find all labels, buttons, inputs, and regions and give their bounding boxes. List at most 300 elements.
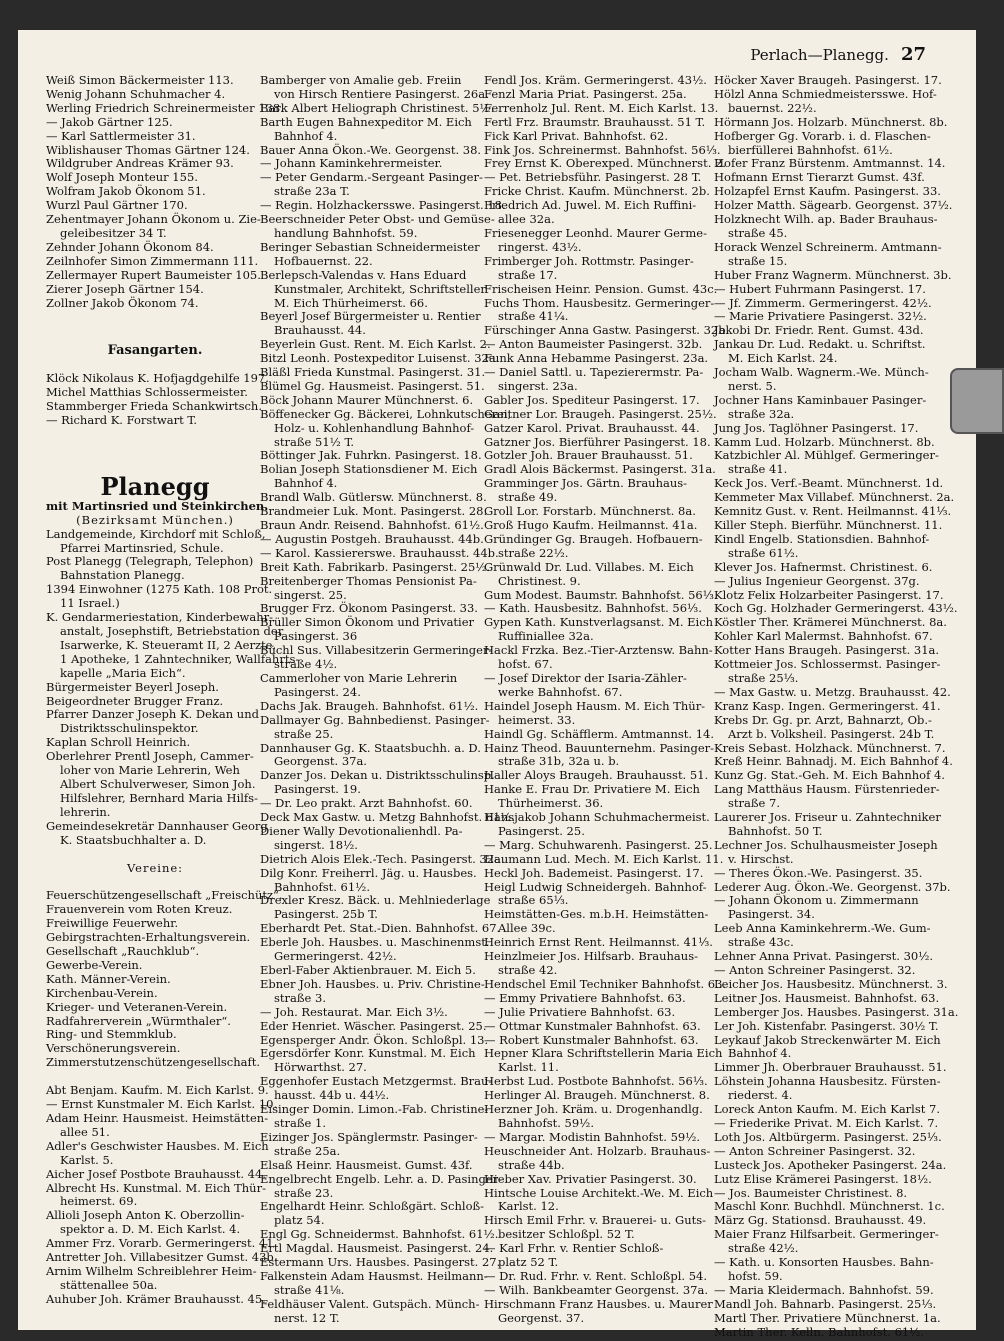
entry-line: Holzknecht Wilh. ap. Bader Brauhaus- [714, 212, 938, 227]
entry-line: Hirsch Emil Frhr. v. Brauerei- u. Guts- [484, 1213, 707, 1228]
entry-line: — Pet. Betriebsführ. Pasingerst. 28 T. [484, 170, 702, 185]
entry-continuation: hofst. 67. [498, 657, 553, 672]
column-3 [484, 73, 730, 1326]
entry-continuation: straße 41¼. [498, 309, 569, 324]
entry-line: Berlepsch-Valendas v. Hans Eduard [260, 267, 467, 282]
entry-line: Hofer Franz Bürstenm. Amtmannst. 14. [714, 156, 946, 171]
column-2 [260, 73, 516, 1326]
entry-line: Elsaß Heinr. Hausmeist. Gumst. 43f. [260, 1157, 473, 1172]
entry-line: Herlinger Al. Braugeh. Münchnerst. 8. [484, 1088, 710, 1103]
entry-line: Fertl Frz. Braumstr. Brauhausst. 51 T. [484, 114, 706, 129]
entry-continuation: Bahnhof 4. [274, 476, 338, 491]
entry-continuation: straße 51½ T. [274, 434, 355, 449]
entry-continuation: straße 15. [728, 253, 788, 268]
entry-line: Engelbrecht Engelb. Lehr. a. D. Pasinger- [260, 1171, 503, 1186]
entry-line: Cammerloher von Marie Lehrerin [260, 670, 458, 685]
entry-continuation: straße 42½. [728, 1241, 799, 1256]
entry-continuation: straße 44b. [498, 1157, 565, 1172]
entry-continuation: ringerst. 43½. [498, 239, 582, 254]
entry-continuation: K. Staatsbuchhalter a. D. [60, 832, 207, 847]
entry-line: Beigeordneter Brugger Franz. [46, 693, 224, 708]
entry-line: — Karl Sattlermeister 31. [46, 128, 196, 143]
entry-continuation: werke Bahnhofst. 67. [498, 684, 623, 699]
entry-line: — Karol. Kassiererswe. Brauhausst. 44b. [260, 545, 499, 560]
entry-line: Egersdörfer Konr. Kunstmal. M. Eich [260, 1046, 476, 1061]
directory-page [18, 30, 976, 1339]
section-heading: Fasangarten. [107, 343, 203, 359]
entry-line: Friedrich Ad. Juwel. M. Eich Ruffini- [484, 198, 697, 213]
entry-continuation: straße 25. [274, 726, 334, 741]
entry-continuation: Pasingerst. 34. [728, 907, 815, 922]
entry-line: Ebner Joh. Hausbes. u. Priv. Christine- [260, 976, 485, 991]
entry-line: Klever Jos. Hafnermst. Christinest. 6. [714, 559, 933, 574]
entry-continuation: straße 22½. [498, 545, 569, 560]
entry-continuation: M. Eich Karlst. 24. [728, 351, 838, 366]
entry-continuation: allee 32a. [498, 212, 555, 227]
entry-line: Wurzl Paul Gärtner 170. [46, 198, 188, 213]
entry-line: Oberlehrer Prentl Joseph, Cammer- [46, 749, 254, 764]
entry-line: Antretter Joh. Villabesitzer Gumst. 43b. [46, 1250, 278, 1265]
entry-line: Fuchs Thom. Hausbesitz. Germeringer- [484, 295, 715, 310]
entry-line: Albrecht Hs. Kunstmal. M. Eich Thür- [46, 1180, 266, 1195]
entry-line: Krebs Dr. Gg. pr. Arzt, Bahnarzt, Ob.- [714, 712, 932, 727]
entry-line: Böck Johann Maurer Münchnerst. 6. [260, 392, 474, 407]
entry-line: — Margar. Modistin Bahnhofst. 59½. [484, 1129, 701, 1144]
entry-line: Ferrenholz Jul. Rent. M. Eich Karlst. 13. [484, 100, 719, 115]
entry-line: Braun Andr. Reisend. Bahnhofst. 61½. [260, 518, 484, 532]
entry-line: — Marg. Schuhwarenh. Pasingerst. 25. [484, 837, 713, 852]
entry-line: Ertl Magdal. Hausmeist. Pasingerst. 24. [260, 1241, 494, 1256]
entry-line: Hofmann Ernst Tierarzt Gumst. 43f. [714, 170, 925, 185]
entry-line: Feuerschützengesellschaft „Freischütz“. [46, 888, 283, 903]
entry-line: Haindel Joseph Hausm. M. Eich Thür- [484, 698, 706, 713]
entry-line: Maier Franz Hilfsarbeit. Germeringer- [714, 1227, 939, 1242]
entry-line: Hölzl Anna Schmiedmeistersswe. Hof- [714, 86, 937, 101]
entry-line: — Dr. Leo prakt. Arzt Bahnhofst. 60. [260, 796, 473, 811]
entry-line: — Johann Kaminkehrermeister. [260, 156, 443, 171]
entry-line: Wolfram Jakob Ökonom 51. [46, 184, 206, 199]
entry-line: Wildgruber Andreas Krämer 93. [46, 156, 234, 171]
entry-line: Herzner Joh. Kräm. u. Drogenhandlg. [484, 1102, 703, 1117]
entry-line: Böttinger Jak. Fuhrkn. Pasingerst. 18. [260, 448, 482, 463]
entry-line: Eberle Joh. Hausbes. u. Maschinenmst. [260, 935, 490, 950]
entry-continuation: singerst. 23a. [498, 378, 578, 393]
entry-continuation: riederst. 4. [728, 1088, 793, 1103]
entry-line: — Friederike Privat. M. Eich Karlst. 7. [714, 1115, 939, 1130]
entry-line: — Regin. Holzhackersswe. Pasingerst. 18. [260, 198, 506, 213]
spacer [46, 848, 264, 862]
entry-line: Eder Henriet. Wäscher. Pasingerst. 25. [260, 1018, 487, 1033]
entry-line: Dachs Jak. Braugeh. Bahnhofst. 61½. [260, 698, 479, 713]
entry-line: Haumann Lud. Mech. M. Eich Karlst. 11. [484, 851, 724, 866]
entry-line: — Daniel Sattl. u. Tapezierermstr. Pa- [484, 365, 704, 380]
entry-line: Barth Eugen Bahnexpeditor M. Eich [260, 114, 472, 129]
entry-line: Eizinger Jos. Spänglermstr. Pasinger- [260, 1129, 478, 1144]
entry-line: Katzbichler Al. Mühlgef. Germeringer- [714, 448, 939, 463]
entry-continuation: spektor a. D. M. Eich Karlst. 4. [60, 1222, 241, 1237]
entry-line: Groll Lor. Forstarb. Münchnerst. 8a. [484, 504, 696, 519]
entry-line: Heckl Joh. Bademeist. Pasingerst. 17. [484, 865, 704, 880]
entry-line: Holzapfel Ernst Kaufm. Pasingerst. 33. [714, 184, 941, 199]
entry-continuation: Pfarrei Martinsried, Schule. [60, 540, 224, 555]
entry-continuation: heimerst. 33. [498, 712, 576, 727]
entry-line: — Wilh. Bankbeamter Georgenst. 37a. [484, 1282, 709, 1297]
entry-line: Zeilnhofer Simon Zimmermann 111. [46, 253, 259, 268]
entry-continuation: hausst. 44b u. 44½. [274, 1088, 390, 1103]
entry-line: Kunz Gg. Stat.-Geh. M. Eich Bahnhof 4. [714, 768, 945, 783]
entry-line: Frimberger Joh. Rottmstr. Pasinger- [484, 253, 694, 268]
entry-line: — Ernst Kunstmaler M. Eich Karlst. 10. [46, 1097, 278, 1112]
entry-line: Lusteck Jos. Apotheker Pasingerst. 24a. [714, 1157, 947, 1172]
entry-continuation: heimerst. 69. [60, 1194, 138, 1209]
header-title: Perlach—Planegg. [750, 46, 889, 64]
entry-line: Dilg Konr. Freiherrl. Jäg. u. Hausbes. [260, 865, 477, 880]
entry-line: Leicher Jos. Hausbesitz. Münchnerst. 3. [714, 976, 948, 991]
entry-line: Bark Albert Heliograph Christinest. 5½. [260, 100, 495, 115]
entry-continuation: Germeringerst. 42½. [274, 949, 397, 964]
entry-line: Kemnitz Gust. v. Rent. Heilmannst. 41⅓. [714, 504, 952, 519]
entry-line: Wiblishauser Thomas Gärtner 124. [46, 142, 250, 157]
entry-line: Hieber Xav. Privatier Pasingerst. 30. [484, 1171, 697, 1186]
entry-line: Holzer Matth. Sägearb. Georgenst. 37½. [714, 198, 953, 213]
entry-line: Gatzer Karol. Privat. Brauhausst. 44. [484, 420, 700, 435]
entry-continuation: Karlst. 11. [498, 1060, 559, 1075]
entry-line: Diener Wally Devotionalienhdl. Pa- [260, 823, 463, 838]
entry-line: — Emmy Privatiere Bahnhofst. 63. [484, 990, 686, 1005]
entry-line: Kreß Heinr. Bahnadj. M. Eich Bahnhof 4. [714, 754, 953, 769]
entry-line: Aicher Josef Postbote Brauhausst. 44. [46, 1166, 266, 1181]
entry-continuation: bierfüllerei Bahnhofst. 61½. [728, 142, 893, 157]
entry-line: Kamm Lud. Holzarb. Münchnerst. 8b. [714, 434, 935, 449]
entry-continuation: 11 Israel.) [60, 596, 120, 611]
entry-continuation: Karlst. 5. [60, 1152, 114, 1167]
entry-line: — Karl Frhr. v. Rentier Schloß- [484, 1241, 664, 1256]
entry-line: Keck Jos. Verf.-Beamt. Münchnerst. 1d. [714, 476, 944, 491]
entry-line: Kath. Männer-Verein. [46, 971, 171, 986]
entry-line: Leeb Anna Kaminkehrerm.-We. Gum- [714, 921, 931, 936]
entry-continuation: Distriktsschulinspektor. [60, 721, 199, 736]
entry-line: Hirschmann Franz Hausbes. u. Maurer [484, 1296, 713, 1311]
entry-line: Jocham Walb. Wagnerm.-We. Münch- [714, 365, 929, 380]
entry-line: Beerschneider Peter Obst- und Gemüse- [260, 212, 495, 227]
entry-line: Lang Matthäus Hausm. Fürstenrieder- [714, 782, 940, 797]
entry-line: Kottmeier Jos. Schlossermst. Pasinger- [714, 657, 941, 672]
entry-continuation: Bahnhof 4. [728, 1046, 792, 1061]
entry-line: Hanke E. Frau Dr. Privatiere M. Eich [484, 782, 700, 797]
entry-line: Beringer Sebastian Schneidermeister [260, 239, 480, 254]
entry-continuation: Bahnstation Planegg. [60, 568, 185, 583]
entry-line: — Julie Privatiere Bahnhofst. 63. [484, 1004, 676, 1019]
entry-line: Kohler Karl Malermst. Bahnhofst. 67. [714, 629, 933, 644]
entry-line: Gatzner Jos. Bierführer Pasingerst. 18. [484, 434, 711, 449]
entry-line: Kemmeter Max Villabef. Münchnerst. 2a. [714, 490, 955, 505]
place-subheading: mit Martinsried und Steinkirchen. [46, 498, 269, 513]
entry-line: Lehner Anna Privat. Pasingerst. 30½. [714, 949, 934, 964]
entry-line: Deck Max Gastw. u. Metzg Bahnhofst. 61½. [260, 810, 516, 825]
entry-line: Gemeindesekretär Dannhauser Georg [46, 818, 268, 833]
entry-line: — Maria Kleidermach. Bahnhofst. 59. [714, 1282, 934, 1297]
entry-continuation: stättenallee 50a. [60, 1277, 158, 1292]
entry-continuation: Thürheimerst. 36. [498, 796, 604, 811]
entry-line: — Joh. Restaurat. Mar. Eich 3½. [260, 1004, 448, 1019]
entry-line: Heigl Ludwig Schneidergeh. Bahnhof- [484, 879, 707, 894]
entry-continuation: Kunstmaler, Architekt, Schriftsteller [274, 281, 486, 296]
entry-line: Drexler Kresz. Bäck. u. Mehlniederlage [260, 893, 491, 908]
entry-continuation: Bahnhofst. 59½. [498, 1115, 594, 1130]
entry-line: Zollner Jakob Ökonom 74. [46, 295, 199, 310]
entry-continuation: Bahnhofst. 50 T. [728, 823, 823, 838]
entry-line: Auhuber Joh. Krämer Brauhausst. 45. [46, 1291, 266, 1306]
entry-continuation: 1 Apotheke, 1 Zahntechniker, Wallfahrts- [60, 651, 300, 666]
entry-line: Eisinger Domin. Limon.-Fab. Christine- [260, 1102, 489, 1117]
entry-line: Frauenverein vom Roten Kreuz. [46, 902, 233, 917]
entry-line: — Max Gastw. u. Metzg. Brauhausst. 42. [714, 684, 951, 699]
entry-continuation: Arzt b. Volksheil. Pasingerst. 24b T. [728, 726, 935, 741]
entry-line: Höcker Xaver Braugeh. Pasingerst. 17. [714, 73, 942, 87]
entry-line: Huber Franz Wagnerm. Münchnerst. 3b. [714, 267, 952, 282]
entry-line: Killer Steph. Bierführ. Münchnerst. 11. [714, 518, 943, 532]
entry-line: Werling Friedrich Schreinermeister 138. [46, 100, 284, 115]
entry-line: Ler Joh. Kistenfabr. Pasingerst. 30½ T. [714, 1018, 939, 1033]
entry-continuation: straße 23a T. [274, 184, 350, 199]
entry-line: Breitenberger Thomas Pensionist Pa- [260, 573, 477, 588]
entry-continuation: Bahnhof 4. [274, 128, 338, 143]
entry-continuation: Pasingerst. 24. [274, 684, 361, 699]
entry-line: Horack Wenzel Schreinerm. Amtmann- [714, 239, 942, 254]
entry-line: Weiß Simon Bäckermeister 113. [46, 73, 234, 87]
spacer [46, 456, 264, 470]
entry-continuation: straße 42. [498, 963, 558, 977]
entry-continuation: Isarwerke, K. Steueramt II, 2 Aerzte, [60, 637, 277, 652]
entry-line: Stammberger Frieda Schankwirtsch. [46, 399, 262, 414]
entry-continuation: Ruffiniallee 32a. [498, 629, 594, 644]
entry-line: — Josef Direktor der Isaria-Zähler- [484, 670, 687, 685]
entry-line: Dallmayer Gg. Bahnbedienst. Pasinger- [260, 712, 490, 727]
entry-line: Kotter Hans Braugeh. Pasingerst. 31a. [714, 643, 940, 658]
entry-line: Dannhauser Gg. K. Staatsbuchh. a. D. [260, 740, 481, 755]
entry-line: Loreck Anton Kaufm. M. Eich Karlst 7. [714, 1102, 941, 1117]
entry-line: Heuschneider Ant. Holzarb. Brauhaus- [484, 1143, 711, 1158]
entry-line: Beyerl Josef Bürgermeister u. Rentier [260, 309, 481, 324]
entry-line: Friesenegger Leonhd. Maurer Germe- [484, 225, 707, 240]
entry-line: Gewerbe-Verein. [46, 957, 143, 972]
entry-line: Lutz Elise Krämerei Pasingerst. 18½. [714, 1171, 932, 1186]
entry-line: Egensperger Andr. Ökon. Schloßpl. 13. [260, 1032, 489, 1047]
entry-line: Zimmerstutzenschützengesellschaft. [46, 1055, 261, 1070]
entry-line: Jung Jos. Taglöhner Pasingerst. 17. [714, 420, 919, 435]
entry-continuation: platz 54. [274, 1213, 325, 1228]
entry-continuation: Pasingerst. 25b T. [274, 907, 378, 922]
entry-continuation: kapelle „Maria Eich“. [60, 665, 186, 680]
entry-line: Zehnder Johann Ökonom 84. [46, 239, 214, 254]
entry-continuation: straße 31b, 32a u. b. [498, 754, 620, 769]
entry-continuation: Holz- u. Kohlenhandlung Bahnhof- [274, 420, 475, 435]
entry-line: Verschönerungsverein. [46, 1041, 181, 1056]
entry-line: Gum Modest. Baumstr. Bahnhofst. 56⅓. [484, 587, 718, 602]
entry-continuation: straße 45. [728, 225, 788, 240]
entry-line: Leitner Jos. Hausmeist. Bahnhofst. 63. [714, 990, 940, 1005]
entry-line: Estermann Urs. Hausbes. Pasingerst. 27. [260, 1255, 501, 1270]
spacer [46, 428, 264, 442]
entry-line: Heinzlmeier Jos. Hilfsarb. Brauhaus- [484, 949, 698, 964]
entry-continuation: straße 3. [274, 990, 326, 1005]
entry-continuation: straße 25⅓. [728, 670, 799, 685]
entry-line: Ring- und Stemmklub. [46, 1027, 177, 1042]
entry-line: Kaplan Schroll Heinrich. [46, 735, 191, 750]
spacer [46, 1070, 264, 1084]
entry-line: Jochner Hans Kaminbauer Pasinger- [714, 392, 927, 407]
entry-line: Adam Heinr. Hausmeist. Heimstätten- [46, 1111, 269, 1125]
entry-line: K. Gendarmeriestation, Kinderbewahr- [46, 610, 274, 625]
entry-line: Arnim Wilhelm Schreiblehrer Heim- [46, 1263, 257, 1278]
entry-continuation: straße 17. [498, 267, 558, 282]
entry-line: Hansjakob Johann Schuhmachermeist. [484, 810, 710, 825]
centered-line: Vereine: [126, 860, 184, 875]
entry-line: Beyerlein Gust. Rent. M. Eich Karlst. 2. [260, 337, 491, 352]
entry-continuation: Christinest. 9. [498, 573, 581, 588]
entry-line: Zehentmayer Johann Ökonom u. Zie- [46, 212, 261, 227]
entry-line: März Gg. Stationsd. Brauhausst. 49. [714, 1213, 927, 1228]
entry-line: Lederer Aug. Ökon.-We. Georgenst. 37b. [714, 879, 951, 894]
entry-line: — Dr. Rud. Frhr. v. Rent. Schloßpl. 54. [484, 1268, 707, 1283]
entry-line: — Anton Schreiner Pasingerst. 32. [714, 1143, 916, 1158]
entry-line: Falkenstein Adam Hausmst. Heilmann- [260, 1268, 488, 1283]
entry-continuation: Allee 39c. [498, 921, 556, 936]
entry-line: Funk Anna Hebamme Pasingerst. 23a. [484, 351, 709, 366]
entry-continuation: geleibesitzer 34 T. [60, 225, 167, 240]
entry-line: Fendl Jos. Kräm. Germeringerst. 43½. [484, 73, 707, 87]
entry-line: Dietrich Alois Elek.-Tech. Pasingerst. 32a. [260, 851, 505, 866]
entry-continuation: straße 23. [274, 1185, 334, 1200]
entry-line: Frey Ernst K. Oberexped. Münchnerst. 2. [484, 156, 726, 171]
entry-line: — Johann Ökonom u. Zimmermann [714, 893, 919, 908]
entry-line: Hendschel Emil Techniker Bahnhofst. 63. [484, 976, 727, 991]
entry-line: Gramminger Jos. Gärtn. Brauhaus- [484, 476, 688, 491]
spacer [46, 875, 264, 889]
entry-continuation: Pasingerst. 25. [498, 823, 585, 838]
spacer [46, 358, 264, 372]
entry-continuation: Hörwarthst. 27. [274, 1060, 367, 1075]
entry-line: Danzer Jos. Dekan u. Distriktsschulinsp. [260, 768, 495, 783]
entry-line: Freiwillige Feuerwehr. [46, 916, 179, 931]
entry-line: Böffenecker Gg. Bäckerei, Lohnkutscherei, [260, 406, 512, 421]
entry-continuation: Bahnhofst. 61½. [274, 879, 370, 894]
entry-line: Loth Jos. Altbürgerm. Pasingerst. 25⅓. [714, 1129, 942, 1144]
entry-continuation: hofst. 59. [728, 1268, 783, 1283]
entry-continuation: anstalt, Josephstift, Betriebstation der [60, 624, 284, 638]
entry-line: Maschl Konr. Buchhdl. Münchnerst. 1c. [714, 1199, 945, 1214]
entry-continuation: von Hirsch Rentiere Pasingerst. 26a. [274, 86, 489, 101]
entry-continuation: straße 65⅓. [498, 893, 569, 908]
entry-continuation: straße 49. [498, 490, 558, 505]
entry-line: Lechner Jos. Schulhausmeister Joseph [714, 837, 938, 852]
entry-continuation: straße 43c. [728, 935, 794, 950]
entry-line: Grünwald Dr. Lud. Villabes. M. Eich [484, 559, 694, 574]
entry-line: Laurerer Jos. Friseur u. Zahntechniker [714, 810, 941, 825]
entry-line: Mandl Joh. Bahnarb. Pasingerst. 25⅓. [714, 1296, 937, 1311]
entry-line: Groß Hugo Kaufm. Heilmannst. 41a. [484, 518, 698, 532]
entry-line: — Marie Privatiere Pasingerst. 32½. [714, 309, 927, 324]
entry-continuation: allee 51. [60, 1124, 110, 1139]
entry-continuation: platz 52 T. [498, 1255, 559, 1270]
entry-line: — Richard K. Forstwart T. [46, 413, 198, 428]
entry-line: Bürgermeister Beyerl Joseph. [46, 679, 219, 694]
entry-line: Hörmann Jos. Holzarb. Münchnerst. 8b. [714, 114, 948, 129]
entry-line: — Peter Gendarm.-Sergeant Pasinger- [260, 170, 483, 185]
entry-continuation: v. Hirschst. [728, 851, 794, 866]
entry-line: Hainz Theod. Bauunternehm. Pasinger- [484, 740, 715, 755]
entry-line: Frischeisen Heinr. Pension. Gumst. 43c. [484, 281, 718, 296]
entry-line: Gotzler Joh. Brauer Brauhausst. 51. [484, 448, 693, 463]
spacer [46, 442, 264, 456]
entry-line: Kirchenbau-Verein. [46, 985, 158, 1000]
entry-line: Löhstein Johanna Hausbesitz. Fürsten- [714, 1074, 941, 1089]
entry-line: Limmer Jh. Oberbrauer Brauhausst. 51. [714, 1060, 947, 1075]
entry-line: Jakobi Dr. Friedr. Rent. Gumst. 43d. [714, 323, 924, 338]
entry-line: — Anton Baumeister Pasingerst. 32b. [484, 337, 703, 352]
entry-line: Krieger- und Veteranen-Verein. [46, 999, 228, 1014]
entry-line: Hepner Klara Schriftstellerin Maria Eich [484, 1046, 723, 1061]
entry-line: Haindl Gg. Schäfflerm. Amtmannst. 14. [484, 726, 714, 741]
spacer [46, 324, 264, 338]
column-4 [714, 73, 959, 1339]
entry-line: Kreis Sebast. Holzhack. Münchnerst. 7. [714, 740, 946, 755]
entry-line: Herbst Lud. Postbote Bahnhofst. 56⅓. [484, 1074, 708, 1089]
entry-line: Eberl-Faber Aktienbrauer. M. Eich 5. [260, 963, 476, 977]
entry-continuation: Georgenst. 37. [498, 1310, 585, 1325]
entry-continuation: straße 7. [728, 796, 780, 811]
entry-line: Gründinger Gg. Braugeh. Hofbauern- [484, 531, 703, 546]
entry-line: Zierer Joseph Gärtner 154. [46, 281, 204, 296]
entry-line: — Kath. Hausbesitz. Bahnhofst. 56⅓. [484, 601, 702, 616]
entry-continuation: Georgenst. 37a. [274, 754, 367, 769]
entry-continuation: Pasingerst. 36 [274, 629, 358, 644]
entry-line: — Jf. Zimmerm. Germeringerst. 42½. [714, 295, 932, 310]
entry-line: Gebirgstrachten-Erhaltungsverein. [46, 930, 251, 945]
entry-continuation: Albert Schulverweser, Simon Joh. [60, 776, 256, 791]
entry-continuation: handlung Bahnhofst. 59. [274, 225, 418, 240]
entry-line: Wolf Joseph Monteur 155. [46, 170, 198, 185]
index-tab [950, 368, 1004, 434]
entry-continuation: bauernst. 22½. [728, 100, 817, 115]
entry-line: — Hubert Fuhrmann Pasingerst. 17. [714, 281, 926, 296]
entry-line: Martin Ther. Kelln. Bahnhofst. 61½. [714, 1324, 925, 1339]
entry-continuation: Hofbauernst. 22. [274, 253, 373, 268]
entry-line: Fürschinger Anna Gastw. Pasingerst. 32b. [484, 323, 730, 338]
entry-line: Bolian Joseph Stationsdiener M. Eich [260, 462, 478, 477]
entry-line: Brandl Walb. Gütlersw. Münchnerst. 8. [260, 490, 487, 505]
entry-continuation: Hilfslehrer, Bernhard Maria Hilfs- [60, 790, 258, 805]
entry-line: Landgemeinde, Kirchdorf mit Schloß, [46, 526, 266, 541]
entry-line: Breit Kath. Fabrikarb. Pasingerst. 25½. [260, 559, 491, 574]
entry-continuation: straße 4½. [274, 657, 338, 672]
entry-line: Allioli Joseph Anton K. Oberzollin- [46, 1208, 245, 1223]
entry-line: — Robert Kunstmaler Bahnhofst. 63. [484, 1032, 699, 1047]
entry-line: Lemberger Jos. Hausbes. Pasingerst. 31a. [714, 1004, 959, 1019]
entry-line: Hackl Frzka. Bez.-Tier-Arztensw. Bahn- [484, 643, 713, 658]
entry-line: Pfarrer Danzer Joseph K. Dekan und [46, 707, 259, 722]
entry-line: Fenzl Maria Priat. Pasingerst. 25a. [484, 86, 687, 101]
entry-continuation: Karlst. 12. [498, 1199, 559, 1214]
entry-line: Engelhardt Heinr. Schloßgärt. Schloß- [260, 1199, 485, 1214]
entry-continuation: straße 32a. [728, 406, 795, 421]
entry-line: Hintsche Louise Architekt.-We. M. Eich [484, 1185, 714, 1200]
entry-continuation: loher von Marie Lehrerin, Weh [60, 763, 240, 778]
entry-line: 1394 Einwohner (1275 Kath. 108 Prot. [46, 582, 273, 597]
place-heading: Planegg [100, 471, 210, 501]
entry-continuation: singerst. 25. [274, 587, 347, 602]
entry-line: Fricke Christ. Kaufm. Münchnerst. 2b. [484, 184, 710, 199]
